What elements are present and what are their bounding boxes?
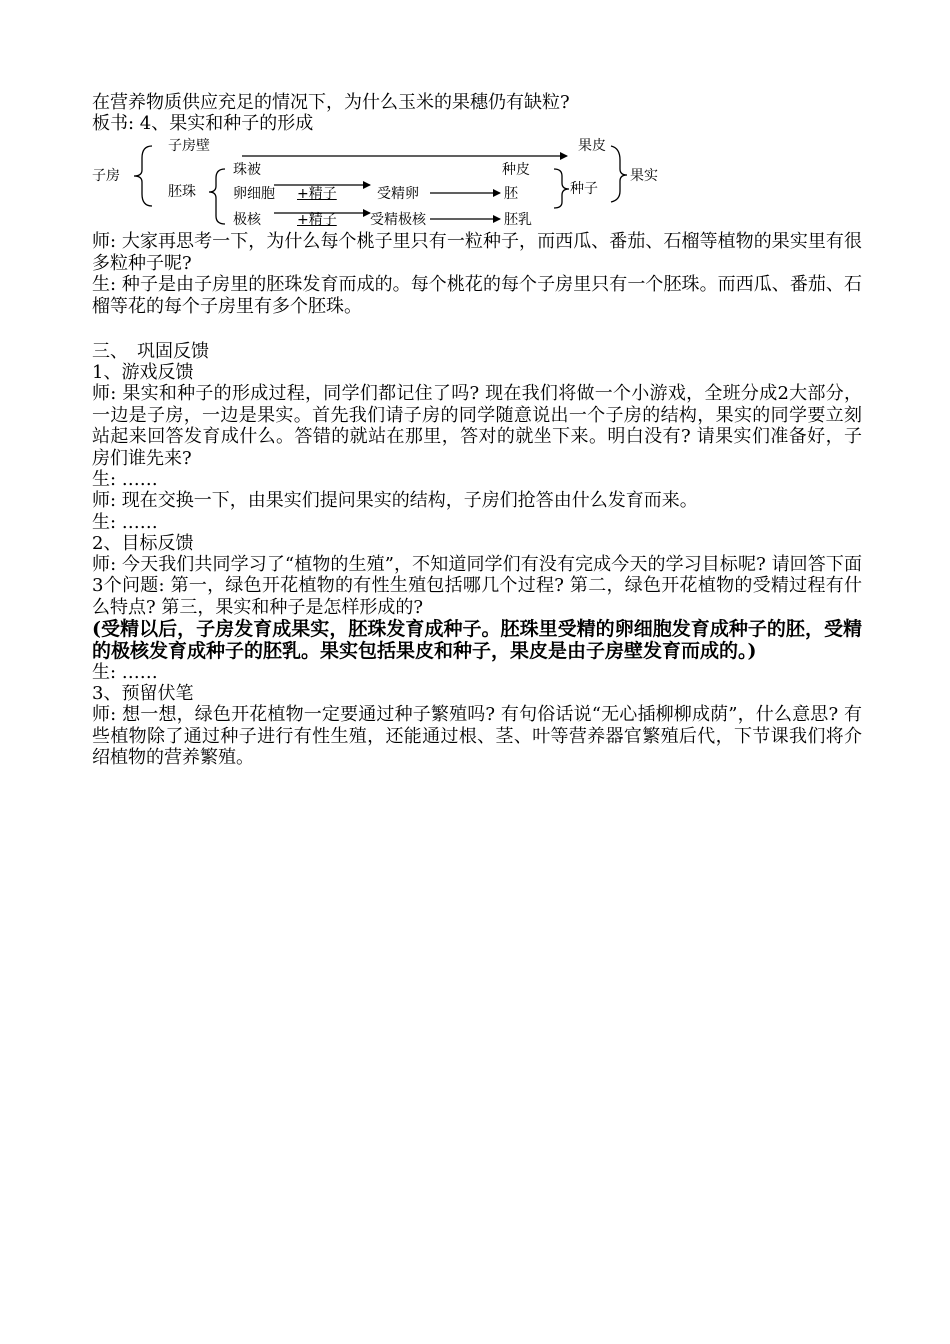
student-answer-peach: 生: 种子是由子房里的胚珠发育而成的。每个桃花的每个子房里只有一个胚珠。而西瓜、番茄、石榴等花的每个子房里有多个胚珠。 (92, 274, 862, 317)
section3-title: 三、 巩固反馈 (92, 341, 209, 362)
student-ellipsis-3: 生: …… (92, 662, 158, 683)
preview-teacher: 师: 想一想，绿色开花植物一定要通过种子繁殖吗? 有句俗话说“无心插柳柳成荫”，什么意思? 有些植物除了通过种子进行有性生殖，还能通过根、茎、叶等营养器官繁殖后代，下节课我们将介绍植物的营养繁殖。 (92, 704, 862, 768)
goal-answer: (受精以后，子房发育成果实，胚珠发育成种子。胚珠里受精的卵细胞发育成种子的胚，受精的极核发育成种子的胚乳。果实包括果皮和种子，果皮是由子房壁发育而成的。) (92, 618, 862, 662)
seed-brace (554, 169, 569, 208)
label-plus-sperm-1: +精子 (297, 186, 337, 202)
label-ovary-wall: 子房壁 (168, 138, 210, 154)
label-polar-nuclei: 极核 (233, 212, 261, 228)
student-ellipsis-2: 生: …… (92, 511, 158, 533)
label-pericarp: 果皮 (578, 138, 606, 154)
ovary-brace (134, 146, 152, 206)
label-seed-coat: 种皮 (502, 162, 530, 178)
label-integument: 珠被 (233, 162, 261, 178)
blank-line (92, 317, 862, 341)
fruit-seed-formation-diagram (92, 136, 862, 229)
label-ovule: 胚珠 (168, 184, 196, 200)
document-page (92, 92, 862, 769)
goal-teacher: 师: 今天我们共同学习了“植物的生殖”，不知道同学们有没有完成今天的学习目标呢? 请回答下面3个问题: 第一，绿色开花植物的有性生殖包括哪几个过程? 第二，绿色开花植物的受精过程有什么特点? 第三，果实和种子是怎样形成的? (92, 553, 862, 618)
sub1-title: 1、游戏反馈 (92, 362, 194, 383)
label-ovary: 子房 (92, 168, 120, 184)
label-endosperm: 胚乳 (504, 212, 532, 228)
label-fruit: 果实 (630, 168, 658, 184)
label-plus-sperm-2: +精子 (297, 212, 337, 228)
label-seed: 种子 (570, 181, 598, 197)
label-fertilized-polar: 受精极核 (370, 212, 426, 228)
label-embryo: 胚 (504, 186, 518, 202)
sub2-title: 2、目标反馈 (92, 532, 194, 554)
game-teacher: 师: 果实和种子的形成过程，同学们都记住了吗? 现在我们将做一个小游戏，全班分成2大部分，一边是子房，一边是果实。首先我们请子房的同学随意说出一个子房的结构，果实的同学要立刻站起来回答发育成什么。答错的就站在那里，答对的就坐下来。明白没有? 请果实们准备好，子房们谁先来? (92, 383, 862, 469)
swap-teacher: 师: 现在交换一下，由果实们提问果实的结构，子房们抢答由什么发育而来。 (92, 490, 698, 511)
ovule-brace (209, 169, 225, 224)
intro-question: 在营养物质供应充足的情况下，为什么玉米的果穗仍有缺粒? (92, 92, 570, 113)
teacher-question-peach: 师: 大家再思考一下，为什么每个桃子里只有一粒种子，而西瓜、番茄、石榴等植物的果实里有很多粒种子呢? (92, 231, 862, 274)
student-ellipsis-1: 生: …… (92, 469, 158, 490)
sub3-title: 3、预留伏笔 (92, 683, 194, 704)
label-fertilized-egg: 受精卵 (377, 186, 419, 202)
board-title: 板书: 4、果实和种子的形成 (92, 113, 314, 134)
label-egg-cell: 卵细胞 (233, 186, 275, 202)
fruit-brace (611, 146, 627, 202)
